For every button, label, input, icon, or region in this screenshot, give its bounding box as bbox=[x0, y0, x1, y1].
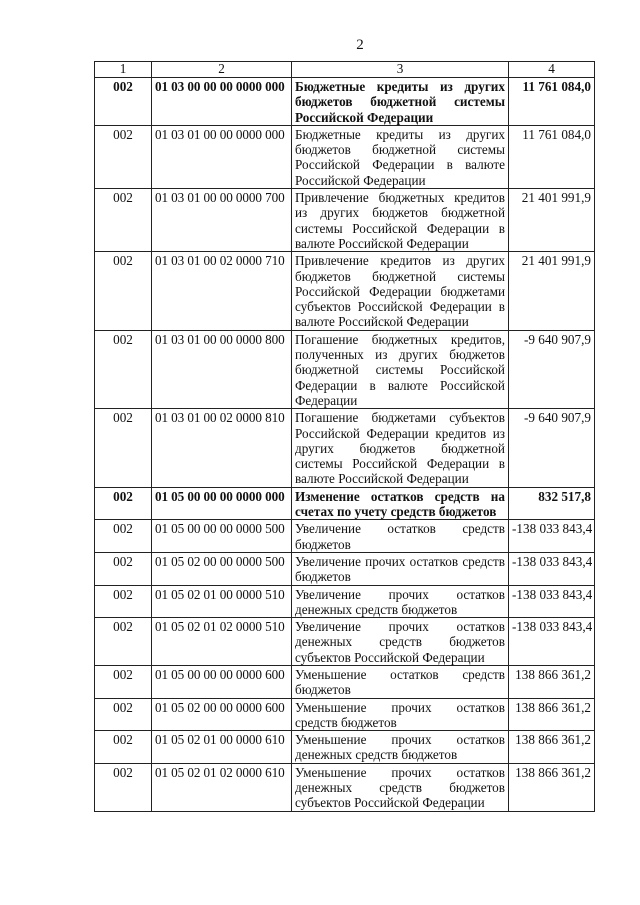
amount-cell: -138 033 843,4 bbox=[509, 618, 595, 666]
column-number-row bbox=[95, 62, 595, 78]
page-number: 2 bbox=[356, 37, 364, 53]
budget-sources-table bbox=[94, 61, 595, 812]
description-cell: Погашение бюджетами субъектов Российской Федерации кредитов из других бюджетов бюджетной системы Российской Федерации в валюте Российской Федерации bbox=[292, 409, 509, 487]
table-row bbox=[95, 330, 595, 408]
budget-code-cell: 01 05 00 00 00 0000 500 bbox=[152, 520, 292, 553]
admin-code-cell: 002 bbox=[95, 125, 152, 188]
column-number-4: 4 bbox=[509, 62, 595, 78]
amount-cell: -138 033 843,4 bbox=[509, 520, 595, 553]
budget-code-cell: 01 05 02 01 02 0000 510 bbox=[152, 618, 292, 666]
amount-cell: -9 640 907,9 bbox=[509, 409, 595, 487]
column-number-2: 2 bbox=[152, 62, 292, 78]
budget-code-cell: 01 03 01 00 02 0000 810 bbox=[152, 409, 292, 487]
amount-cell: 832 517,8 bbox=[509, 487, 595, 520]
amount-cell: 11 761 084,0 bbox=[509, 125, 595, 188]
description-cell: Уменьшение остатков средств бюджетов bbox=[292, 665, 509, 698]
table-row bbox=[95, 618, 595, 666]
table-row bbox=[95, 731, 595, 764]
table-row bbox=[95, 763, 595, 811]
table-row bbox=[95, 125, 595, 188]
admin-code-cell: 002 bbox=[95, 552, 152, 585]
admin-code-cell: 002 bbox=[95, 189, 152, 252]
table-row bbox=[95, 252, 595, 330]
table-body bbox=[95, 78, 595, 812]
budget-code-cell: 01 05 02 01 00 0000 610 bbox=[152, 731, 292, 764]
admin-code-cell: 002 bbox=[95, 731, 152, 764]
admin-code-cell: 002 bbox=[95, 585, 152, 618]
description-cell: Уменьшение прочих остатков денежных средств бюджетов bbox=[292, 731, 509, 764]
description-cell: Привлечение кредитов из других бюджетов бюджетной системы Российской Федерации бюджетами субъектов Российской Федерации в валюте Российской Федерации bbox=[292, 252, 509, 330]
admin-code-cell: 002 bbox=[95, 763, 152, 811]
amount-cell: 138 866 361,2 bbox=[509, 731, 595, 764]
column-number-3: 3 bbox=[292, 62, 509, 78]
budget-code-cell: 01 05 00 00 00 0000 000 bbox=[152, 487, 292, 520]
description-cell: Бюджетные кредиты из других бюджетов бюджетной системы Российской Федерации bbox=[292, 78, 509, 126]
admin-code-cell: 002 bbox=[95, 520, 152, 553]
admin-code-cell: 002 bbox=[95, 487, 152, 520]
budget-code-cell: 01 05 02 00 00 0000 500 bbox=[152, 552, 292, 585]
table-row bbox=[95, 409, 595, 487]
amount-cell: 138 866 361,2 bbox=[509, 698, 595, 731]
admin-code-cell: 002 bbox=[95, 618, 152, 666]
budget-code-cell: 01 03 01 00 00 0000 800 bbox=[152, 330, 292, 408]
budget-code-cell: 01 03 01 00 00 0000 000 bbox=[152, 125, 292, 188]
amount-cell: -9 640 907,9 bbox=[509, 330, 595, 408]
table-row bbox=[95, 487, 595, 520]
table-row bbox=[95, 520, 595, 553]
table-row bbox=[95, 189, 595, 252]
description-cell: Привлечение бюджетных кредитов из других бюджетов бюджетной системы Российской Федерации в валюте Российской Федерации bbox=[292, 189, 509, 252]
amount-cell: 138 866 361,2 bbox=[509, 763, 595, 811]
admin-code-cell: 002 bbox=[95, 409, 152, 487]
description-cell: Увеличение остатков средств бюджетов bbox=[292, 520, 509, 553]
column-number-1: 1 bbox=[95, 62, 152, 78]
budget-code-cell: 01 03 01 00 00 0000 700 bbox=[152, 189, 292, 252]
admin-code-cell: 002 bbox=[95, 698, 152, 731]
budget-code-cell: 01 05 02 01 02 0000 610 bbox=[152, 763, 292, 811]
description-cell: Увеличение прочих остатков денежных средств бюджетов bbox=[292, 585, 509, 618]
table-row bbox=[95, 552, 595, 585]
admin-code-cell: 002 bbox=[95, 330, 152, 408]
description-cell: Уменьшение прочих остатков денежных средств бюджетов субъектов Российской Федерации bbox=[292, 763, 509, 811]
description-cell: Бюджетные кредиты из других бюджетов бюджетной системы Российской Федерации в валюте Российской Федерации bbox=[292, 125, 509, 188]
description-cell: Изменение остатков средств на счетах по учету средств бюджетов bbox=[292, 487, 509, 520]
description-cell: Увеличение прочих остатков денежных средств бюджетов субъектов Российской Федерации bbox=[292, 618, 509, 666]
budget-code-cell: 01 03 01 00 02 0000 710 bbox=[152, 252, 292, 330]
table-row bbox=[95, 78, 595, 126]
description-cell: Уменьшение прочих остатков средств бюджетов bbox=[292, 698, 509, 731]
description-cell: Увеличение прочих остатков средств бюджетов bbox=[292, 552, 509, 585]
table-row bbox=[95, 665, 595, 698]
budget-code-cell: 01 05 00 00 00 0000 600 bbox=[152, 665, 292, 698]
amount-cell: 21 401 991,9 bbox=[509, 252, 595, 330]
table-row bbox=[95, 698, 595, 731]
amount-cell: 11 761 084,0 bbox=[509, 78, 595, 126]
admin-code-cell: 002 bbox=[95, 78, 152, 126]
admin-code-cell: 002 bbox=[95, 252, 152, 330]
budget-code-cell: 01 03 00 00 00 0000 000 bbox=[152, 78, 292, 126]
amount-cell: 21 401 991,9 bbox=[509, 189, 595, 252]
amount-cell: -138 033 843,4 bbox=[509, 585, 595, 618]
amount-cell: -138 033 843,4 bbox=[509, 552, 595, 585]
description-cell: Погашение бюджетных кредитов, полученных из других бюджетов бюджетной системы Российской Федерации в валюте Российской Федерации bbox=[292, 330, 509, 408]
admin-code-cell: 002 bbox=[95, 665, 152, 698]
table-row bbox=[95, 585, 595, 618]
amount-cell: 138 866 361,2 bbox=[509, 665, 595, 698]
budget-code-cell: 01 05 02 01 00 0000 510 bbox=[152, 585, 292, 618]
budget-code-cell: 01 05 02 00 00 0000 600 bbox=[152, 698, 292, 731]
